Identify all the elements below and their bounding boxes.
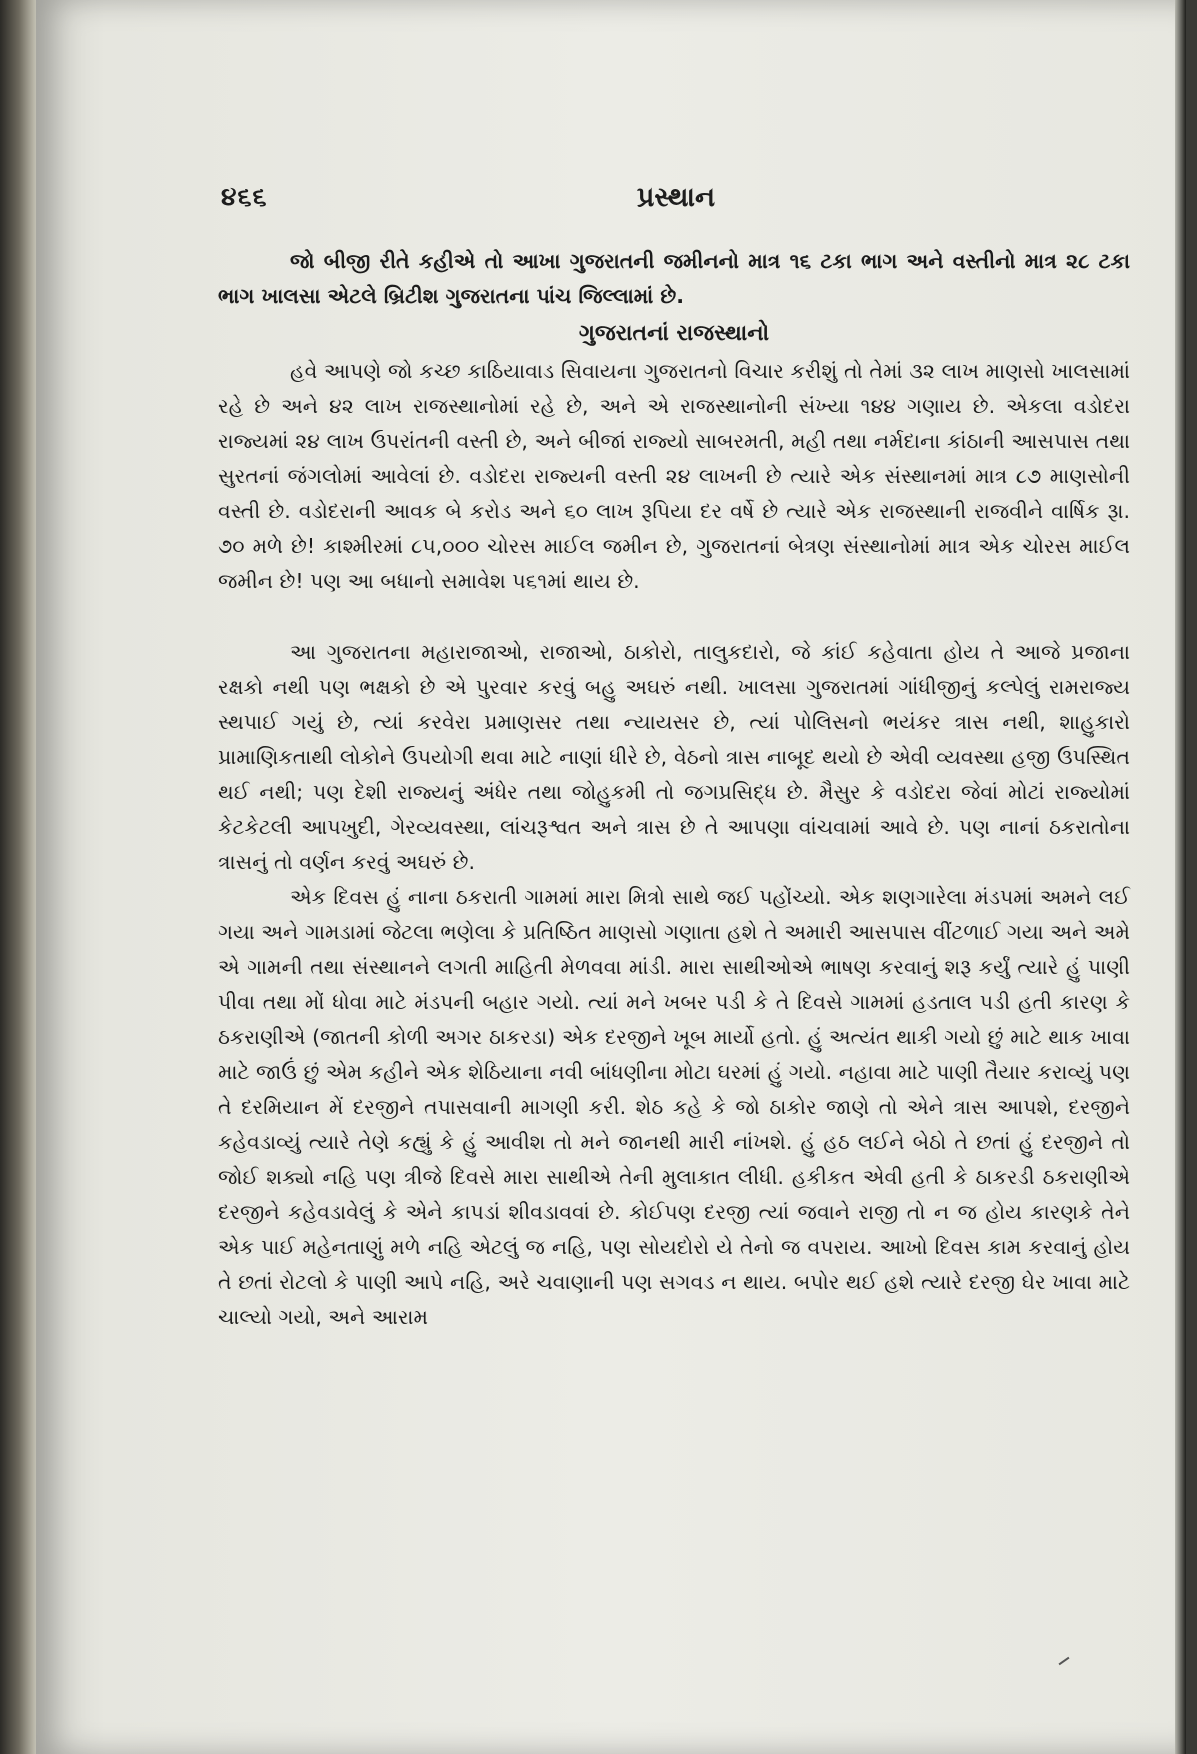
page-header bbox=[221, 182, 1131, 222]
running-head: પ્રસ્થાન bbox=[636, 182, 716, 213]
page-body bbox=[218, 244, 1130, 1335]
paragraph-3: એક દિવસ હું નાના ઠકરાતી ગામમાં મારા મિત્રો સાથે જઈ પહોંચ્યો. એક શણગારેલા મંડપમાં અમને લઈ ગયા અને ગામડામાં જેટલા ભણેલા કે પ્રતિષ્ઠિત માણસો ગણાતા હશે તે અમારી આસપાસ વીંટળાઈ ગયા અને અમે એ ગામની તથા સંસ્થાનને લગતી માહિતી મેળવવા માંડી. મારા સાથીઓએ ભાષણ કરવાનું શરૂ કર્યું ત્યારે હું પાણી પીવા તથા મોં ધોવા માટે મંડપની બહાર ગયો. ત્યાં મને ખબર પડી કે તે દિવસે ગામમાં હડતાલ પડી હતી કારણ કે ઠકરાણીએ (જાતની કોળી અગર ઠાકરડા) એક દરજીને ખૂબ માર્યો હતો. હું અત્યંત થાકી ગયો છું માટે થાક ખાવા માટે જાઉં છું એમ કહીને એક શેઠિયાના નવી બાંધણીના મોટા ઘરમાં હું ગયો. નહાવા માટે પાણી તૈયાર કરાવ્યું પણ તે દરમિયાન મેં દરજીને તપાસવાની માગણી કરી. શેઠ કહે કે જો ઠાકોર જાણે તો એને ત્રાસ આપશે, દરજીને કહેવડાવ્યું ત્યારે તેણે કહ્યું કે હું આવીશ તો મને જાનથી મારી નાંખશે. હું હઠ લઈને બેઠો તે છતાં હું દરજીને તો જોઈ શક્યો નહિ પણ ત્રીજે દિવસે મારા સાથીએ તેની મુલાકાત લીધી. હકીકત એવી હતી કે ઠાકરડી ઠકરાણીએ દરજીને કહેવડાવેલું કે એને કાપડાં શીવડાવવાં છે. કોઈપણ દરજી ત્યાં જવાને રાજી તો ન જ હોય કારણકે તેને એક પાઈ મહેનતાણું મળે નહિ એટલું જ નહિ, પણ સોયદોરો યે તેનો જ વપરાય. આખો દિવસ કામ કરવાનું હોય તે છતાં રોટલો કે પાણી આપે નહિ, અરે ચવાણાની પણ સગવડ ન થાય. બપોર થઈ હશે ત્યારે દરજી ઘેર ખાવા માટે ચાલ્યો ગયો, અને આરામ bbox=[218, 885, 1130, 1329]
section-title: ગુજરાતનાં રાજસ્થાનો bbox=[578, 321, 770, 346]
paragraph-1: હવે આપણે જો કચ્છ કાઠિયાવાડ સિવાયના ગુજરાતનો વિચાર કરીશું તો તેમાં ૩૨ લાખ માણસો ખાલસામાં રહે છે અને ૪૨ લાખ રાજસ્થાનોમાં રહે છે, અને એ રાજસ્થાનોની સંખ્યા ૧૪૪ ગણાય છે. એકલા વડોદરા રાજ્યમાં ૨૪ લાખ ઉપરાંતની વસ્તી છે, અને બીજાં રાજ્યો સાબરમતી, મહી તથા નર્મદાના કાંઠાની આસપાસ તથા સુરતનાં જંગલોમાં આવેલાં છે. વડોદરા રાજ્યની વસ્તી ૨૪ લાખની છે ત્યારે એક સંસ્થાનમાં માત્ર ૮૭ માણસોની વસ્તી છે. વડોદરાની આવક બે કરોડ અને ૬૦ લાખ રૂપિયા દર વર્ષે છે ત્યારે એક રાજસ્થાની રાજવીને વાર્ષિક રૂા. ૭૦ મળે છે! કાશ્મીરમાં ૮૫,૦૦૦ ચોરસ માઈલ જમીન છે, ગુજરાતનાં બેત્રણ સંસ્થાનોમાં માત્ર એક ચોરસ માઈલ જમીન છે! પણ આ બધાનો સમાવેશ ૫૬૧માં થાય છે. bbox=[218, 359, 1130, 593]
page-number: ૪૬૬ bbox=[221, 182, 268, 211]
intro-paragraph: જો બીજી રીતે કહીએ તો આખા ગુજરાતની જમીનનો માત્ર ૧૬ ટકા ભાગ અને વસ્તીનો માત્ર ૨૮ ટકા ભાગ ખાલસા એટલે બ્રિટીશ ગુજરાતના પાંચ જિલ્લામાં છે. bbox=[218, 249, 1130, 308]
page-edge bbox=[1175, 0, 1186, 1754]
paragraph-2: આ ગુજરાતના મહારાજાઓ, રાજાઓ, ઠાકોરો, તાલુકદારો, જે કાંઈ કહેવાતા હોય તે આજે પ્રજાના રક્ષકો નથી પણ ભક્ષકો છે એ પુરવાર કરવું બહુ અઘરું નથી. ખાલસા ગુજરાતમાં ગાંધીજીનું કલ્પેલું રામરાજ્ય સ્થપાઈ ગયું છે, ત્યાં કરવેરા પ્રમાણસર તથા ન્યાયસર છે, ત્યાં પોલિસનો ભયંકર ત્રાસ નથી, શાહુકારો પ્રામાણિકતાથી લોકોને ઉપયોગી થવા માટે નાણાં ધીરે છે, વેઠનો ત્રાસ નાબૂદ થયો છે એવી વ્યવસ્થા હજી ઉપસ્થિત થઈ નથી; પણ દેશી રાજ્યનું અંધેર તથા જોહુકમી તો જગપ્રસિદ્ધ છે. મૈસુર કે વડોદરા જેવાં મોટાં રાજ્યોમાં કેટકેટલી આપખુદી, ગેરવ્યવસ્થા, લાંચરૂશ્વત અને ત્રાસ છે તે આપણા વાંચવામાં આવે છે. પણ નાનાં ઠકરાતોના ત્રાસનું તો વર્ણન કરવું અઘરું છે. bbox=[218, 640, 1130, 874]
